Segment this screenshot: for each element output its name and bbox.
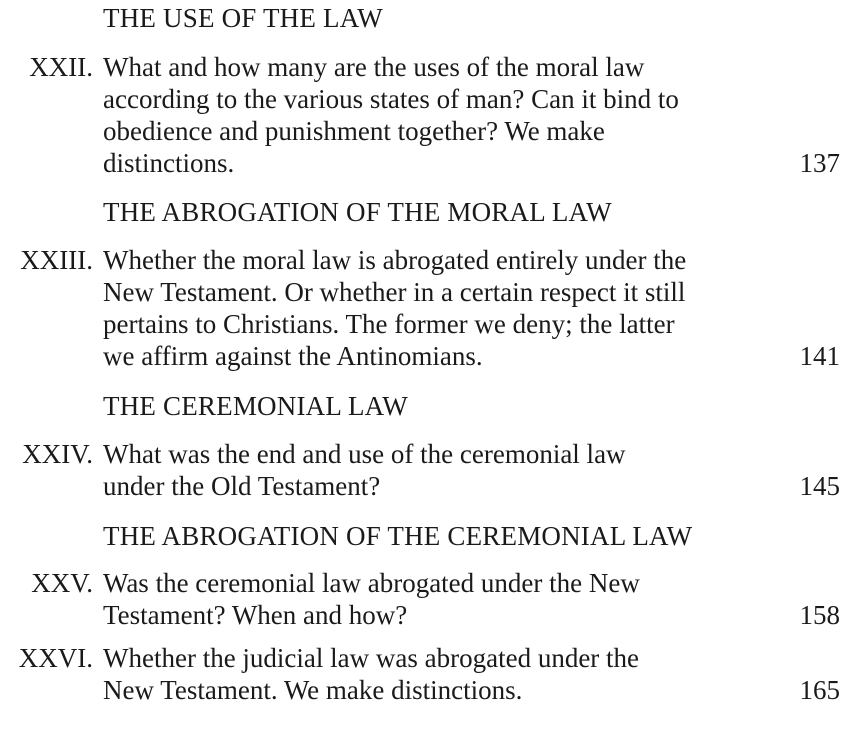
chapter-numeral: XXIV. xyxy=(22,439,93,469)
chapter-question: Was the ceremonial law abrogated under the New Testament? When and how? xyxy=(103,568,640,630)
section-heading: THE ABROGATION OF THE MORAL LAW xyxy=(103,197,612,227)
page-number: 137 xyxy=(799,148,840,178)
page-number: 165 xyxy=(799,675,840,705)
chapter-numeral: XXV. xyxy=(31,568,93,598)
section-heading: THE USE OF THE LAW xyxy=(103,3,383,33)
chapter-question: Whether the moral law is abrogated entirely under the New Testament. Or whether in a certain respect it still pertains to Christians. The former we deny; the latter we affirm against the Antinomians. xyxy=(103,245,687,371)
section-heading: THE CEREMONIAL LAW xyxy=(103,391,408,421)
chapter-question: Whether the judicial law was abrogated under the New Testament. We make distinctions. xyxy=(103,643,640,705)
chapter-numeral: XXVI. xyxy=(18,643,93,673)
page-number: 141 xyxy=(799,341,840,371)
page-number: 158 xyxy=(799,600,840,630)
page-number: 145 xyxy=(799,471,840,501)
chapter-question: What was the end and use of the ceremonial law under the Old Testament? xyxy=(103,439,626,501)
chapter-question: What and how many are the uses of the moral law according to the various states of man? Can it bind to obedience and punishment together? We make distinctions. xyxy=(103,52,679,178)
section-heading: THE ABROGATION OF THE CEREMONIAL LAW xyxy=(103,521,693,551)
chapter-numeral: XXII. xyxy=(29,52,93,82)
chapter-numeral: XXIII. xyxy=(20,245,93,275)
